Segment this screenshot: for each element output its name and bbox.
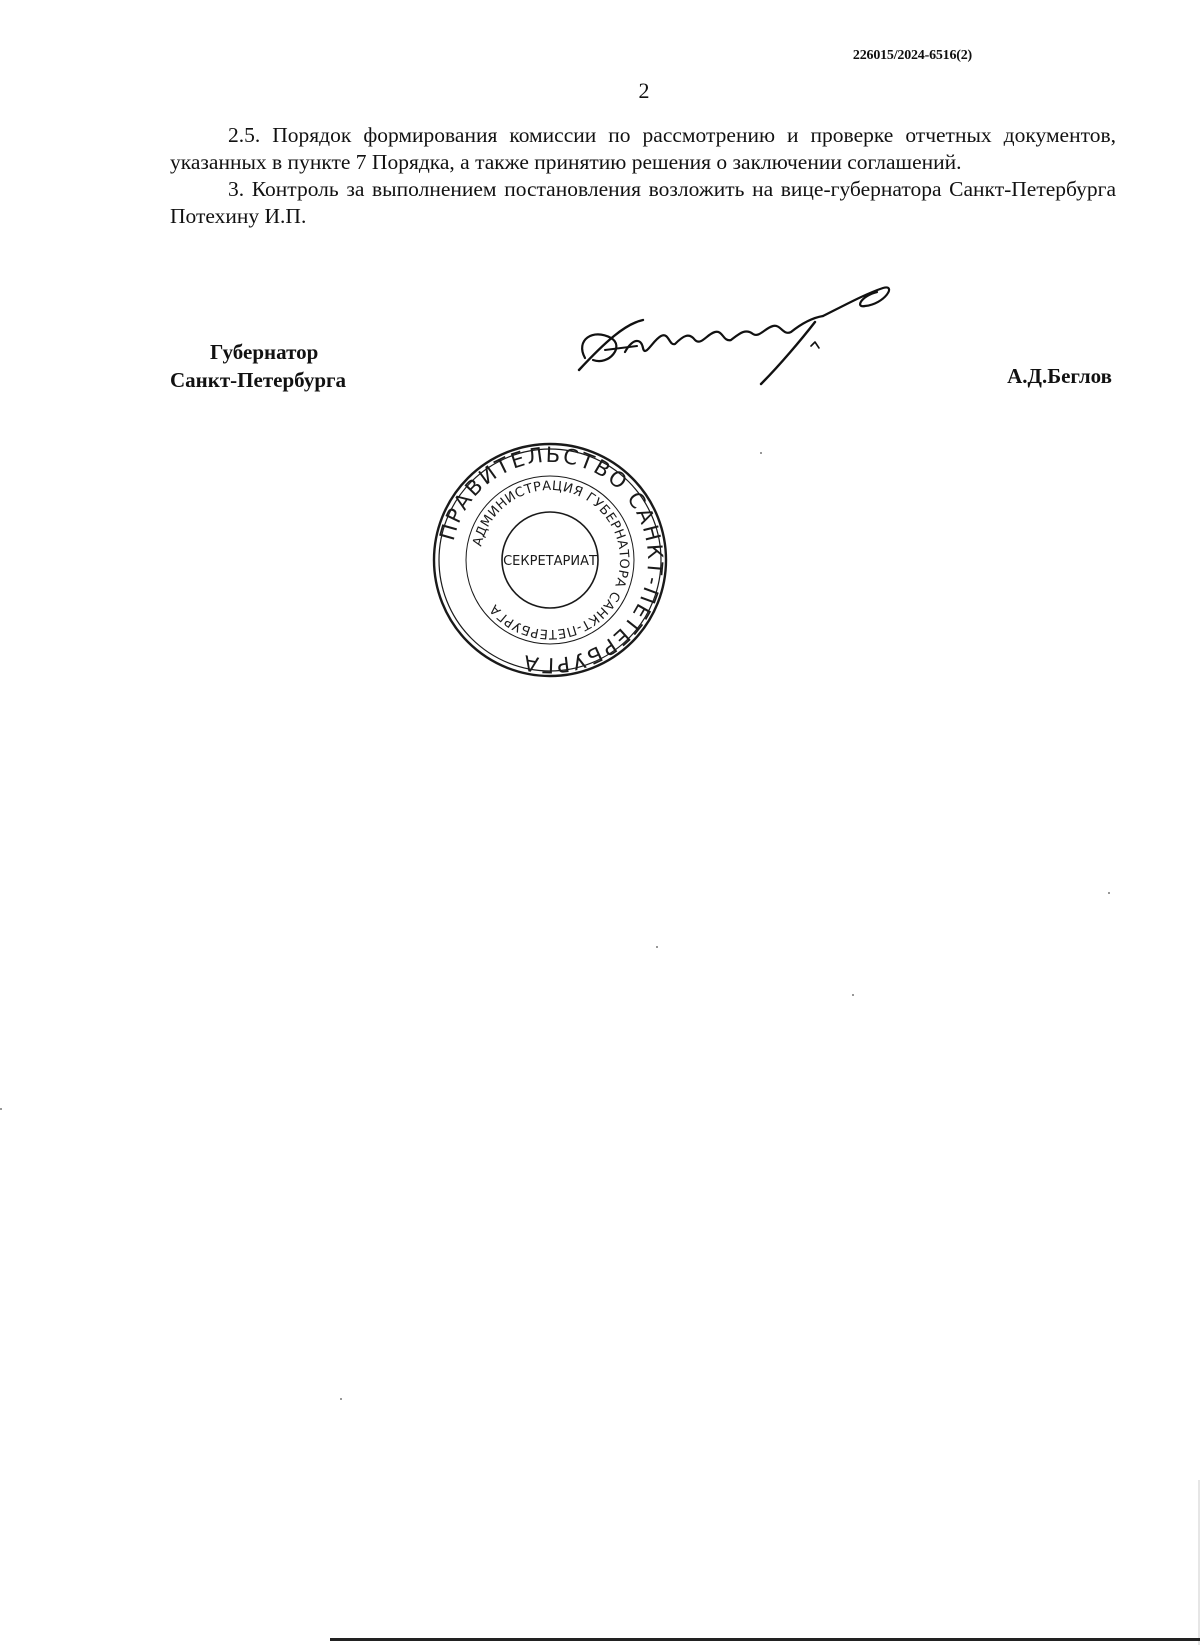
document-number: 226015/2024-6516(2) xyxy=(852,48,972,63)
scan-speck xyxy=(0,1108,2,1110)
signer-position-city: Санкт-Петербурга xyxy=(170,368,347,392)
seal-center-text: СЕКРЕТАРИАТ xyxy=(503,554,597,569)
scan-speck xyxy=(1108,892,1110,894)
signer-name: А.Д.Беглов xyxy=(1007,364,1112,388)
scan-speck xyxy=(760,452,762,454)
page-number: 2 xyxy=(638,78,650,103)
paragraph-2-5: 2.5. Порядок формирования комиссии по рассмотрению и проверке отчетных документов, указанных в пункте 7 Порядка, а также принятию решения о заключении соглашений. xyxy=(170,123,1116,174)
handwritten-signature xyxy=(565,280,925,390)
scan-speck xyxy=(340,1398,342,1400)
paragraph-3: 3. Контроль за выполнением постановления возложить на вице-губернатора Санкт-Петербурга Потехину И.П. xyxy=(170,177,1116,228)
signer-position-title: Губернатор xyxy=(210,340,319,364)
scan-bottom-edge xyxy=(330,1638,1200,1641)
seal-outer-text: ПРАВИТЕЛЬСТВО САНКТ-ПЕТЕРБУРГА xyxy=(435,442,668,678)
signer-position xyxy=(170,338,390,394)
seal-inner-text: АДМИНИСТРАЦИЯ ГУБЕРНАТОРА САНКТ-ПЕТЕРБУРГА xyxy=(470,478,632,642)
official-seal xyxy=(430,440,670,680)
scan-speck xyxy=(656,946,658,948)
scan-speck xyxy=(852,994,854,996)
document-body xyxy=(170,122,1116,230)
